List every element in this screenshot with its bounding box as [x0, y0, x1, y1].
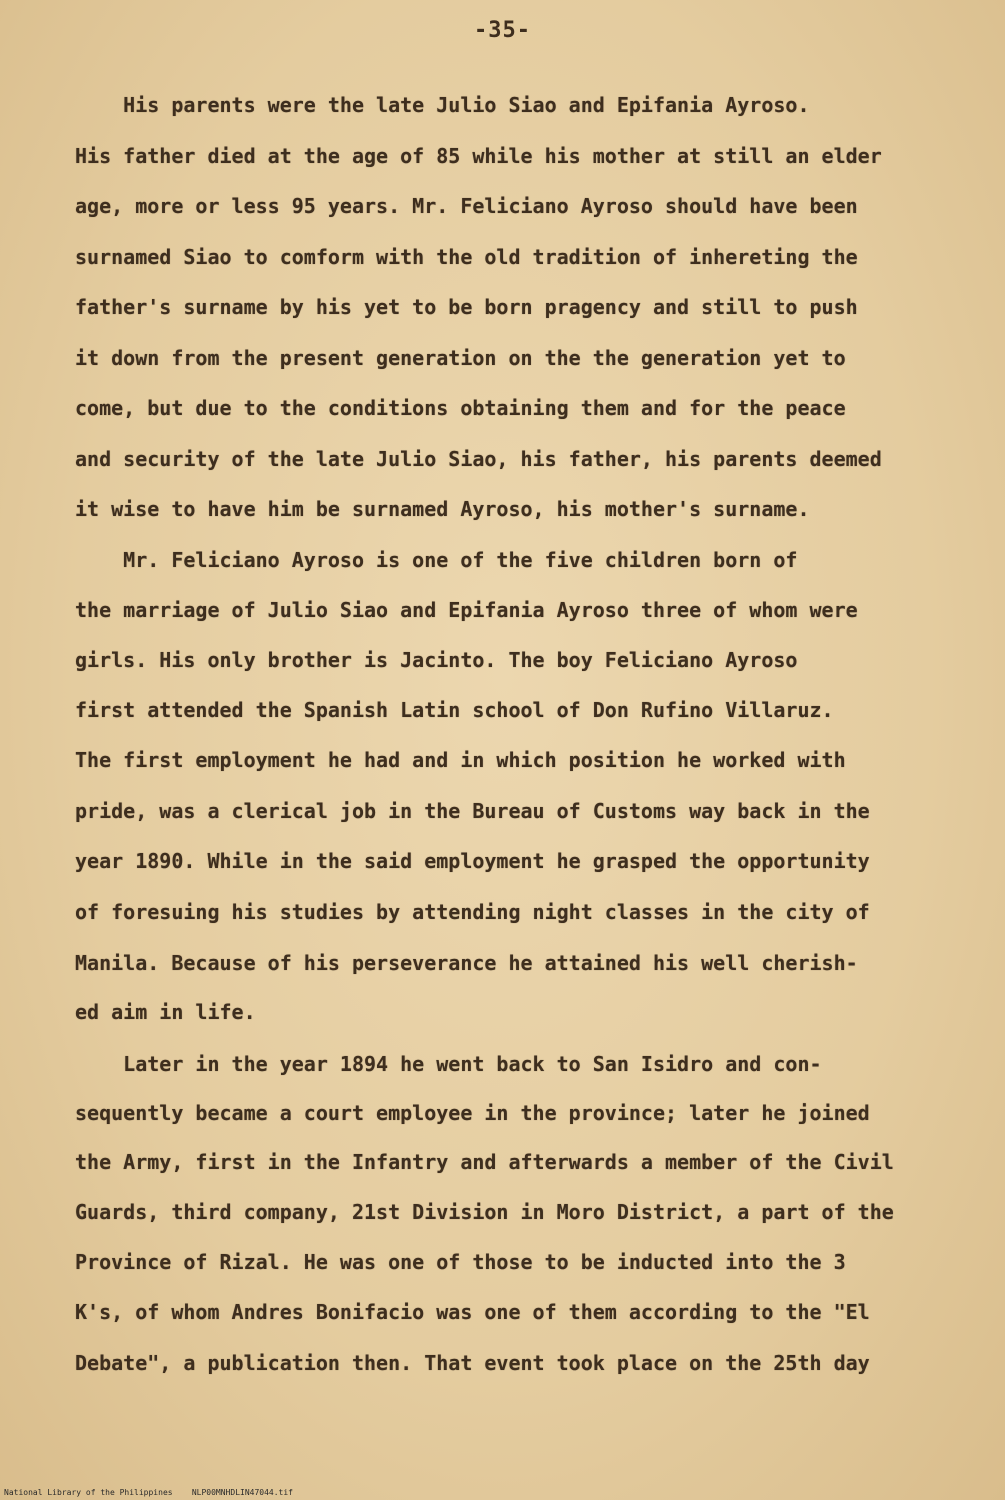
text-line: pride, was a clerical job in the Bureau of Customs way back in the	[75, 799, 870, 823]
text-line: Province of Rizal. He was one of those to be inducted into the 3	[75, 1250, 846, 1274]
text-line: surnamed Siao to comform with the old tradition of inhereting the	[75, 245, 858, 269]
page-number: -35-	[474, 18, 531, 43]
text-line: the Army, first in the Infantry and afterwards a member of the Civil	[75, 1150, 894, 1174]
text-line: of foresuing his studies by attending night classes in the city of	[75, 900, 870, 924]
text-line: Guards, third company, 21st Division in Moro District, a part of the	[75, 1200, 894, 1224]
text-line: the marriage of Julio Siao and Epifania Ayroso three of whom were	[75, 598, 858, 622]
text-line: and security of the late Julio Siao, his father, his parents deemed	[75, 447, 882, 471]
text-line: year 1890. While in the said employment he grasped the opportunity	[75, 849, 870, 873]
text-line: first attended the Spanish Latin school of Don Rufino Villaruz.	[75, 698, 834, 722]
text-line: it wise to have him be surnamed Ayroso, his mother's surname.	[75, 497, 810, 521]
text-line: His father died at the age of 85 while his mother at still an elder	[75, 144, 882, 168]
text-line: age, more or less 95 years. Mr. Feliciano Ayroso should have been	[75, 194, 858, 218]
text-line: The first employment he had and in which position he worked with	[75, 748, 846, 772]
text-line: sequently became a court employee in the province; later he joined	[75, 1101, 870, 1125]
text-line: ed aim in life.	[75, 1000, 256, 1024]
text-line: K's, of whom Andres Bonifacio was one of them according to the "El	[75, 1300, 870, 1324]
text-line: come, but due to the conditions obtaining them and for the peace	[75, 396, 846, 420]
archive-footer: National Library of the Philippines NLP00MNHDLIN47044.tif	[4, 1488, 293, 1497]
text-line: Debate", a publication then. That event took place on the 25th day	[75, 1351, 870, 1375]
text-line: His parents were the late Julio Siao and Epifania Ayroso.	[75, 93, 810, 117]
text-line: Mr. Feliciano Ayroso is one of the five children born of	[75, 548, 798, 572]
text-line: girls. His only brother is Jacinto. The boy Feliciano Ayroso	[75, 648, 798, 672]
text-line: it down from the present generation on the the generation yet to	[75, 346, 846, 370]
text-line: Later in the year 1894 he went back to San Isidro and con-	[75, 1052, 822, 1076]
text-line: father's surname by his yet to be born pragency and still to push	[75, 295, 858, 319]
text-line: Manila. Because of his perseverance he attained his well cherish-	[75, 951, 858, 975]
